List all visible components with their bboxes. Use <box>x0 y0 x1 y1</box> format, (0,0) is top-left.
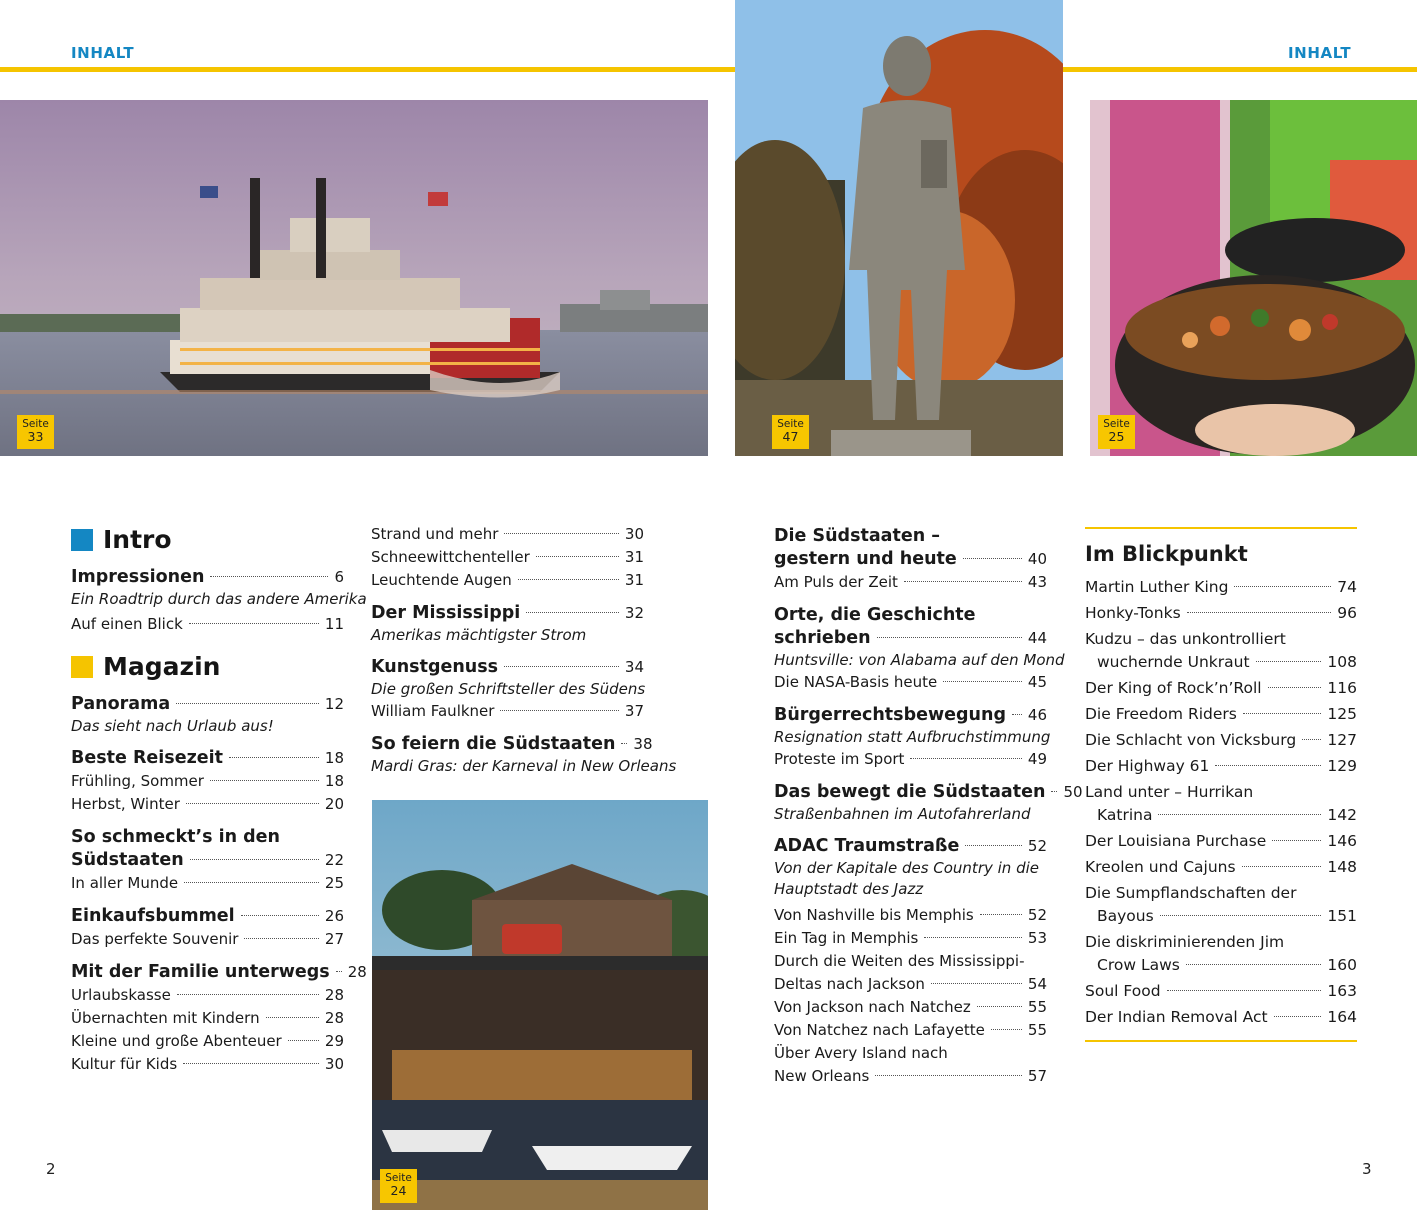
header-label-left: INHALT <box>71 44 135 62</box>
header-rule-left <box>0 67 735 72</box>
header-rule-right <box>1063 67 1417 72</box>
blickpunkt-item[interactable]: Land unter – Hurrikan Katrina 142 <box>1085 783 1357 824</box>
blickpunkt-item[interactable]: Kudzu – das unkontrolliert wuchernde Unkraut 108 <box>1085 630 1357 671</box>
toc-entry-mississippi[interactable]: Der Mississippi 32 Amerikas mächtigster Strom <box>371 603 644 644</box>
steamboat-photo <box>0 100 708 456</box>
section-title: Magazin <box>103 652 221 681</box>
toc-entry-einkauf[interactable]: Einkaufsbummel 26 Das perfekte Souvenir 27 <box>71 906 344 948</box>
toc-entry-schmeckt[interactable]: So schmeckt’s in den Südstaaten 22 In aller Munde 25 <box>71 827 344 892</box>
toc-entry-feiern[interactable]: So feiern die Südstaaten 38 Mardi Gras: der Karneval in New Orleans <box>371 734 677 775</box>
gumbo-photo <box>1090 100 1417 456</box>
header-label-right: INHALT <box>1288 44 1352 62</box>
statue-photo <box>735 0 1063 456</box>
toc-column-3 <box>774 525 1083 1098</box>
blickpunkt-item[interactable]: Die Sumpflandschaften der Bayous 151 <box>1085 884 1357 925</box>
toc-entry-adac[interactable]: ADAC Traumstraße 52 Von der Kapitale des Country in die Hauptstadt des Jazz Von Nashville bis Memphis 52 Ein Tag in Memphis 53 Durch die Weiten des Mississippi- Deltas nach Jackson 54 Von Jackson nach Natchez 55 Von Natchez nach Lafayette 55 Über Avery Island nach New Orleans 57 <box>774 836 1047 1085</box>
intro-square-icon <box>71 529 93 551</box>
page-badge-24: Seite 24 <box>380 1169 417 1203</box>
toc-entry-kunst[interactable]: Kunstgenuss 34 Die großen Schriftsteller des Südens William Faulkner 37 <box>371 657 646 720</box>
toc-column-2 <box>371 523 677 787</box>
section-magazin <box>71 652 344 681</box>
blickpunkt-item[interactable]: Die Schlacht von Vicksburg 127 <box>1085 731 1357 749</box>
blickpunkt-item[interactable]: Honky-Tonks 96 <box>1085 604 1357 622</box>
blickpunkt-item[interactable]: Martin Luther King 74 <box>1085 578 1357 596</box>
blickpunkt-item[interactable]: Kreolen und Cajuns 148 <box>1085 858 1357 876</box>
blickpunkt-list <box>1085 576 1357 1029</box>
blickpunkt-item[interactable]: Der King of Rock’n’Roll 116 <box>1085 679 1357 697</box>
blickpunkt-item[interactable]: Die diskriminierenden Jim Crow Laws 160 <box>1085 933 1357 974</box>
toc-entry-orte[interactable]: Orte, die Geschichte schrieben 44 Huntsville: von Alabama auf den Mond Die NASA-Basis heute 45 <box>774 605 1065 691</box>
blickpunkt-item[interactable]: Der Highway 61 129 <box>1085 757 1357 775</box>
page-badge-47: Seite 47 <box>772 415 809 449</box>
blickpunkt-title: Im Blickpunkt <box>1085 542 1248 566</box>
section-title: Intro <box>103 525 172 554</box>
blickpunkt-box <box>1085 527 1357 1042</box>
blickpunkt-item[interactable]: Die Freedom Riders 125 <box>1085 705 1357 723</box>
page-number-right: 3 <box>1362 1160 1372 1178</box>
toc-column-1 <box>71 525 367 1086</box>
toc-entry-reisezeit[interactable]: Beste Reisezeit 18 Frühling, Sommer 18 Herbst, Winter 20 <box>71 748 344 813</box>
toc-entry-panorama[interactable]: Panorama 12 Das sieht nach Urlaub aus! <box>71 694 344 735</box>
toc-entry-bewegt[interactable]: Das bewegt die Südstaaten 50 Straßenbahnen im Autofahrerland <box>774 782 1083 823</box>
toc-entry-gestern[interactable]: Die Südstaaten – gestern und heute 40 Am Puls der Zeit 43 <box>774 526 1047 591</box>
toc-entry-familie[interactable]: Mit der Familie unterwegs 28 Urlaubskasse 28 Übernachten mit Kindern 28 Kleine und große Abenteuer 29 Kultur für Kids 30 <box>71 962 367 1073</box>
blickpunkt-item[interactable]: Der Louisiana Purchase 146 <box>1085 832 1357 850</box>
toc-entry-buerger[interactable]: Bürgerrechtsbewegung 46 Resignation statt Aufbruchstimmung Proteste im Sport 49 <box>774 705 1051 768</box>
magazin-square-icon <box>71 656 93 678</box>
page-badge-33: Seite 33 <box>17 415 54 449</box>
blickpunkt-item[interactable]: Soul Food 163 <box>1085 982 1357 1000</box>
section-intro <box>71 525 344 554</box>
page-badge-25: Seite 25 <box>1098 415 1135 449</box>
blickpunkt-item[interactable]: Der Indian Removal Act 164 <box>1085 1008 1357 1026</box>
toc-entry-impressionen[interactable]: Impressionen 6 Ein Roadtrip durch das andere Amerika Auf einen Blick 11 <box>71 567 367 633</box>
toc-entry-strand[interactable]: Strand und mehr 30 Schneewittchenteller 31 Leuchtende Augen 31 <box>371 525 644 589</box>
page-number-left: 2 <box>46 1160 56 1178</box>
restaurant-photo <box>372 800 708 1210</box>
